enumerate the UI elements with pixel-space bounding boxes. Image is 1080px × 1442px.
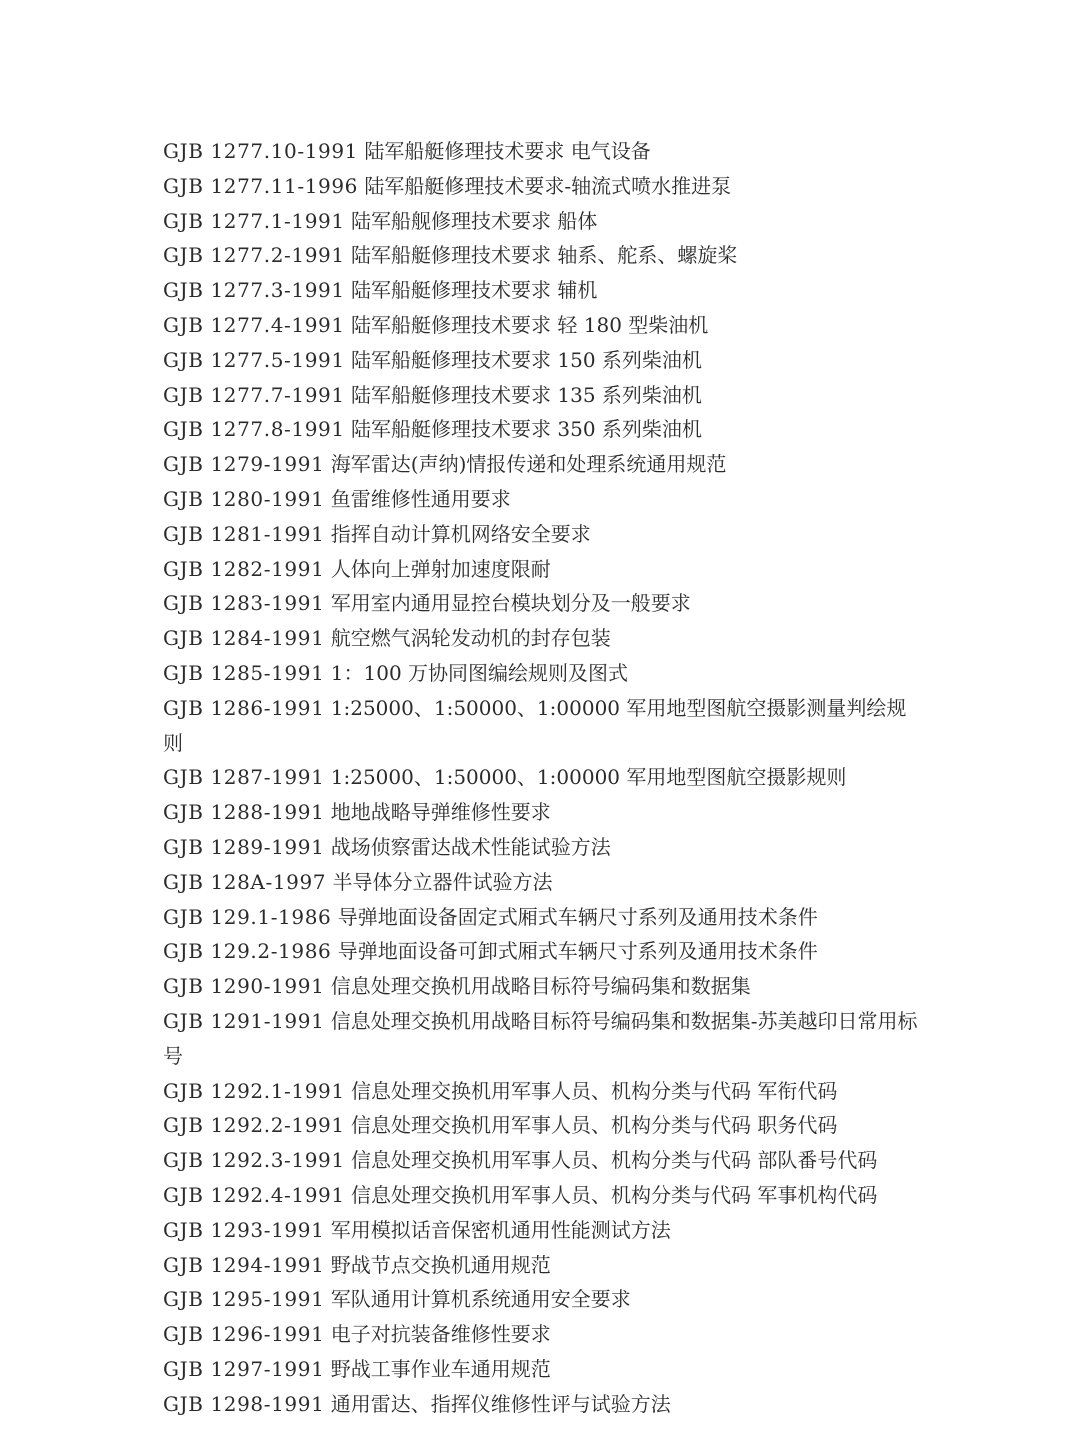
standard-code: GJB 1294-1991 [163,1252,325,1277]
standard-entry [163,1317,923,1352]
standard-title: 信息处理交换机用战略目标符号编码集和数据集-苏美越印日常用标号 [163,1008,918,1068]
standard-entry [163,1282,923,1317]
standard-code: GJB 1277.3-1991 [163,278,345,303]
standard-title: 航空燃气涡轮发动机的封存包装 [330,626,611,651]
standard-title: 电子对抗装备维修性要求 [330,1322,551,1347]
standard-entry [163,238,923,273]
standard-code: GJB 1282-1991 [163,556,325,581]
standard-title: 军用室内通用显控台模块划分及一般要求 [330,591,691,616]
standard-title: 导弹地面设备固定式厢式车辆尺寸系列及通用技术条件 [337,904,818,929]
standard-title: 指挥自动计算机网络安全要求 [330,521,591,546]
standard-entry [163,934,923,969]
standard-title: 军队通用计算机系统通用安全要求 [330,1287,631,1312]
standard-code: GJB 1295-1991 [163,1287,325,1312]
standard-title: 1:25000、1:50000、1:00000 军用地型图航空摄影测量判绘规则 [163,695,907,755]
standard-entry [163,1248,923,1283]
standard-entry [163,760,923,795]
standard-title: 陆军船艇修理技术要求 轴系、舵系、螺旋桨 [351,243,738,268]
standard-title: 战场侦察雷达战术性能试验方法 [330,834,611,859]
standard-title: 陆军船艇修理技术要求 150 系列柴油机 [351,347,702,372]
standard-entry [163,1004,923,1074]
standard-entry [163,273,923,308]
standard-code: GJB 1283-1991 [163,591,325,616]
standard-entry [163,1352,923,1387]
standard-code: GJB 1281-1991 [163,521,325,546]
standard-entry [163,1178,923,1213]
standard-code: GJB 1292.3-1991 [163,1148,345,1173]
standard-code: GJB 1277.11-1996 [163,173,359,198]
standard-code: GJB 1285-1991 [163,660,325,685]
standard-entry [163,447,923,482]
standards-list [163,134,923,1421]
standard-entry [163,308,923,343]
standard-title: 信息处理交换机用军事人员、机构分类与代码 部队番号代码 [351,1148,878,1173]
standard-entry [163,552,923,587]
standard-code: GJB 1280-1991 [163,486,325,511]
standard-entry [163,1143,923,1178]
standard-entry [163,1074,923,1109]
standard-entry [163,656,923,691]
standard-code: GJB 1286-1991 [163,695,325,720]
standard-title: 海军雷达(声纳)情报传递和处理系统通用规范 [330,452,727,477]
standard-title: 半导体分立器件试验方法 [332,869,553,894]
standard-entry [163,900,923,935]
standard-entry [163,169,923,204]
standard-entry [163,1387,923,1422]
standard-entry [163,343,923,378]
standard-entry [163,865,923,900]
standard-code: GJB 1293-1991 [163,1217,325,1242]
standard-title: 陆军船艇修理技术要求 辅机 [351,278,598,303]
standard-title: 信息处理交换机用军事人员、机构分类与代码 职务代码 [351,1113,838,1138]
standard-title: 信息处理交换机用战略目标符号编码集和数据集 [330,974,751,999]
standard-code: GJB 1287-1991 [163,765,325,790]
standard-code: GJB 1292.1-1991 [163,1078,345,1103]
standard-title: 1：100 万协同图编绘规则及图式 [330,660,629,685]
standard-code: GJB 1277.2-1991 [163,243,345,268]
standard-title: 陆军船艇修理技术要求 350 系列柴油机 [351,417,702,442]
standard-entry [163,830,923,865]
standard-entry [163,1213,923,1248]
standard-entry [163,586,923,621]
standard-entry [163,204,923,239]
standard-entry [163,517,923,552]
standard-code: GJB 128A-1997 [163,869,327,894]
standard-title: 军用模拟话音保密机通用性能测试方法 [330,1217,671,1242]
standard-title: 野战工事作业车通用规范 [330,1356,551,1381]
standard-title: 陆军船艇修理技术要求 135 系列柴油机 [351,382,702,407]
standard-title: 人体向上弹射加速度限耐 [330,556,551,581]
standard-title: 陆军船艇修理技术要求 电气设备 [364,139,651,163]
standard-title: 信息处理交换机用军事人员、机构分类与代码 军事机构代码 [351,1182,878,1207]
standard-title: 陆军船舰修理技术要求 船体 [351,208,598,233]
standard-title: 陆军船艇修理技术要求-轴流式喷水推进泵 [364,173,732,198]
standard-entry [163,621,923,656]
standard-title: 1:25000、1:50000、1:00000 军用地型图航空摄影规则 [330,765,847,790]
standard-code: GJB 1284-1991 [163,626,325,651]
standard-code: GJB 1292.2-1991 [163,1113,345,1138]
standard-code: GJB 1279-1991 [163,452,325,477]
standard-code: GJB 1277.1-1991 [163,208,345,233]
standard-code: GJB 1277.8-1991 [163,417,345,442]
standard-code: GJB 1297-1991 [163,1356,325,1381]
standard-entry [163,134,923,169]
standard-code: GJB 1288-1991 [163,800,325,825]
standard-title: 野战节点交换机通用规范 [330,1252,551,1277]
standard-entry [163,969,923,1004]
standard-title: 导弹地面设备可卸式厢式车辆尺寸系列及通用技术条件 [337,939,818,964]
standard-entry [163,795,923,830]
standard-code: GJB 1277.7-1991 [163,382,345,407]
standard-code: GJB 1298-1991 [163,1391,325,1416]
standard-code: GJB 1289-1991 [163,834,325,859]
standard-code: GJB 1277.5-1991 [163,347,345,372]
standard-entry [163,412,923,447]
standard-title: 通用雷达、指挥仪维修性评与试验方法 [330,1391,671,1416]
standard-title: 信息处理交换机用军事人员、机构分类与代码 军衔代码 [351,1078,838,1103]
standard-entry [163,482,923,517]
standard-code: GJB 129.2-1986 [163,939,332,964]
standard-title: 鱼雷维修性通用要求 [330,486,511,511]
standard-code: GJB 1290-1991 [163,974,325,999]
standard-title: 陆军船艇修理技术要求 轻 180 型柴油机 [351,312,709,337]
standard-code: GJB 1296-1991 [163,1322,325,1347]
standard-code: GJB 1292.4-1991 [163,1182,345,1207]
standard-code: GJB 1291-1991 [163,1008,325,1033]
standard-entry [163,691,923,761]
standard-code: GJB 1277.4-1991 [163,312,345,337]
standard-entry [163,1108,923,1143]
standard-entry [163,378,923,413]
standard-title: 地地战略导弹维修性要求 [330,800,551,825]
standard-code: GJB 129.1-1986 [163,904,332,929]
standard-code: GJB 1277.10-1991 [163,139,359,163]
